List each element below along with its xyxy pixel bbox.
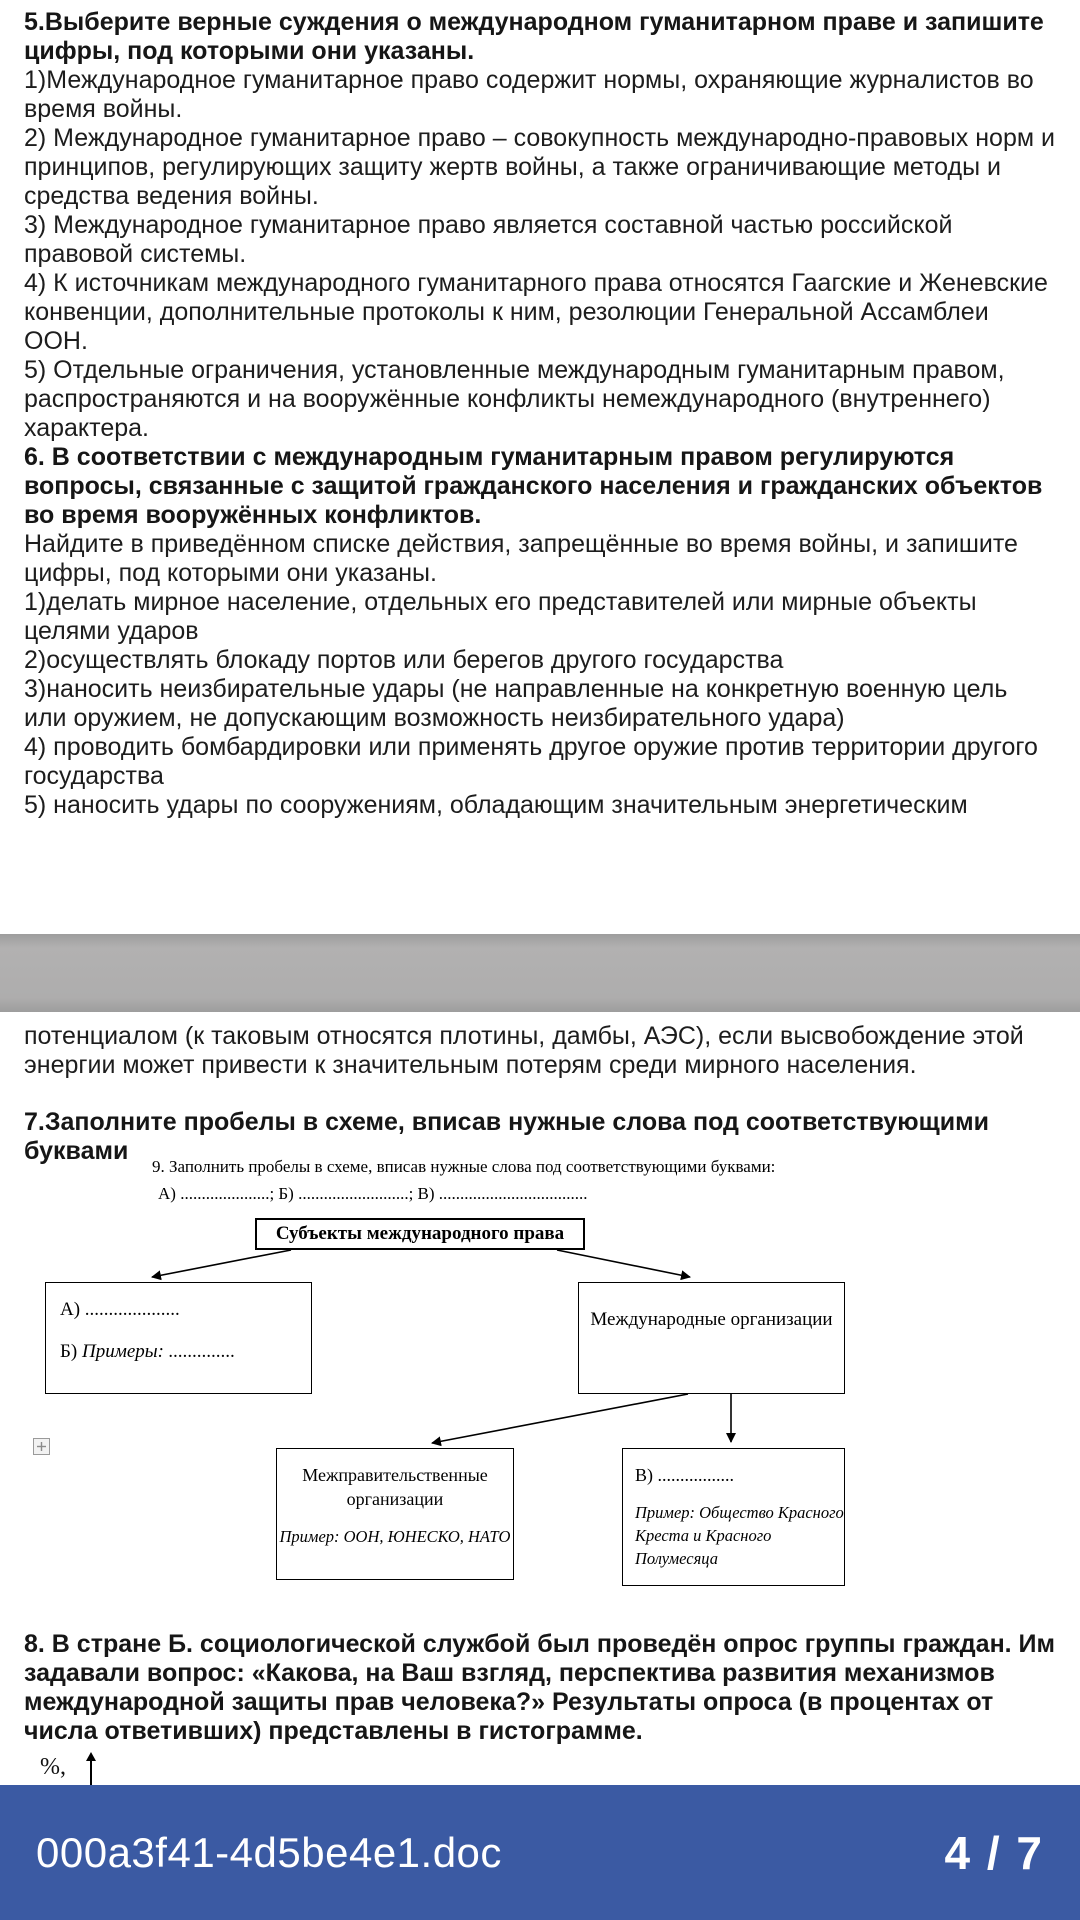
scheme-left-line2 xyxy=(60,1341,311,1363)
scheme-left-line2-example: Примеры: .............. xyxy=(82,1341,236,1362)
q5-item-1: 1)Международное гуманитарное право содержит нормы, охраняющие журналистов во время войны. xyxy=(24,66,1034,123)
figure-caption-line2: А) .....................; Б) ..........................; В) ................................... xyxy=(158,1184,588,1203)
scheme-v-line1: В) ................. xyxy=(635,1465,734,1485)
scheme-intergov-line2: организации xyxy=(346,1489,444,1509)
q6-item-1: 1)делать мирное население, отдельных его представителей или мирные объекты целями ударов xyxy=(24,588,977,645)
scheme-root-box: Субъекты международного права xyxy=(255,1218,585,1250)
axis-percent-label: %, xyxy=(40,1754,66,1780)
scheme-v-example-line3: Полумесяца xyxy=(635,1549,718,1568)
question-6-heading: 6. В соответствии с международным гуманитарным правом регулируются вопросы, связанные с защитой гражданского населения и гражданских объектов во время вооружённых конфликтов. xyxy=(24,443,1043,529)
figure-caption-line1: 9. Заполнить пробелы в схеме, вписав нужные слова под соответствующими буквами: xyxy=(152,1157,776,1176)
object-anchor-icon xyxy=(33,1438,50,1455)
question-5-heading: 5.Выберите верные суждения о международном гуманитарном праве и запишите цифры, под которыми они указаны. xyxy=(24,8,1044,65)
q6-intro: Найдите в приведённом списке действия, запрещённые во время войны, и запишите цифры, под которыми они указаны. xyxy=(24,530,1018,587)
scheme-international-orgs-box: Международные организации xyxy=(578,1282,845,1394)
scheme-v-example-line1: Пример: Общество Красного xyxy=(635,1503,844,1522)
scheme-intergov-line1: Межправительственные xyxy=(302,1465,488,1485)
page-4-text xyxy=(24,8,1056,820)
scheme-intergov-box xyxy=(276,1448,514,1580)
scheme-v-example-line2: Креста и Красного xyxy=(635,1526,772,1545)
scheme-left-box xyxy=(45,1282,312,1394)
document-filename: 000a3f41-4d5be4e1.doc xyxy=(36,1828,502,1876)
q6-item-3: 3)наносить неизбирательные удары (не направленные на конкретную военную цель или оружием, не допускающим возможность неизбирательного удара) xyxy=(24,675,1008,732)
page-5-text-start xyxy=(24,1022,1056,1080)
q6-item-5: 5) наносить удары по сооружениям, обладающим значительным энергетическим xyxy=(24,791,968,819)
scheme-intergov-example: Пример: ООН, ЮНЕСКО, НАТО xyxy=(279,1527,511,1546)
question-7-heading: 7.Заполните пробелы в схеме, вписав нужные слова под соответствующими буквами xyxy=(24,1108,989,1165)
q6-item-5-continuation: потенциалом (к таковым относятся плотины, дамбы, АЭС), если высвобождение этой энергии может привести к значительным потерям среди мирного населения. xyxy=(24,1022,1024,1079)
q5-item-2: 2) Международное гуманитарное право – совокупность международно-правовых норм и принципов, регулирующих защиту жертв войны, а также ограничивающие методы и средства ведения войны. xyxy=(24,124,1055,210)
q5-item-3: 3) Международное гуманитарное право является составной частью российской правовой системы. xyxy=(24,211,953,268)
question-8-heading: 8. В стране Б. социологической службой был проведён опрос группы граждан. Им задавали вопрос: «Какова, на Ваш взгляд, перспектива развития механизмов международной защиты прав человека?» Результаты опроса (в процентах от числа ответивших) представлены в гистограмме. xyxy=(24,1630,1056,1745)
scheme-left-line1: А) .................... xyxy=(60,1299,180,1320)
q5-item-5: 5) Отдельные ограничения, установленные международным гуманитарным правом, распространяются и на вооружённые конфликты немеждународного (внутреннего) характера. xyxy=(24,356,1005,442)
scheme-left-line2-label: Б) xyxy=(60,1341,78,1362)
q5-item-4: 4) К источникам международного гуманитарного права относятся Гаагские и Женевские конвенции, дополнительные протоколы к ним, резолюции Генеральной Ассамблеи ООН. xyxy=(24,269,1048,355)
question-8-block xyxy=(24,1630,1056,1746)
scheme-v-box xyxy=(622,1448,845,1586)
viewer-bottom-bar xyxy=(0,1785,1080,1920)
q6-item-4: 4) проводить бомбардировки или применять другое оружие против территории другого государства xyxy=(24,733,1038,790)
page-indicator[interactable]: 4 / 7 xyxy=(944,1826,1044,1879)
q6-item-2: 2)осуществлять блокаду портов или берегов другого государства xyxy=(24,646,784,674)
page-break-separator xyxy=(0,934,1080,1012)
scheme-figure xyxy=(0,1150,1080,1620)
